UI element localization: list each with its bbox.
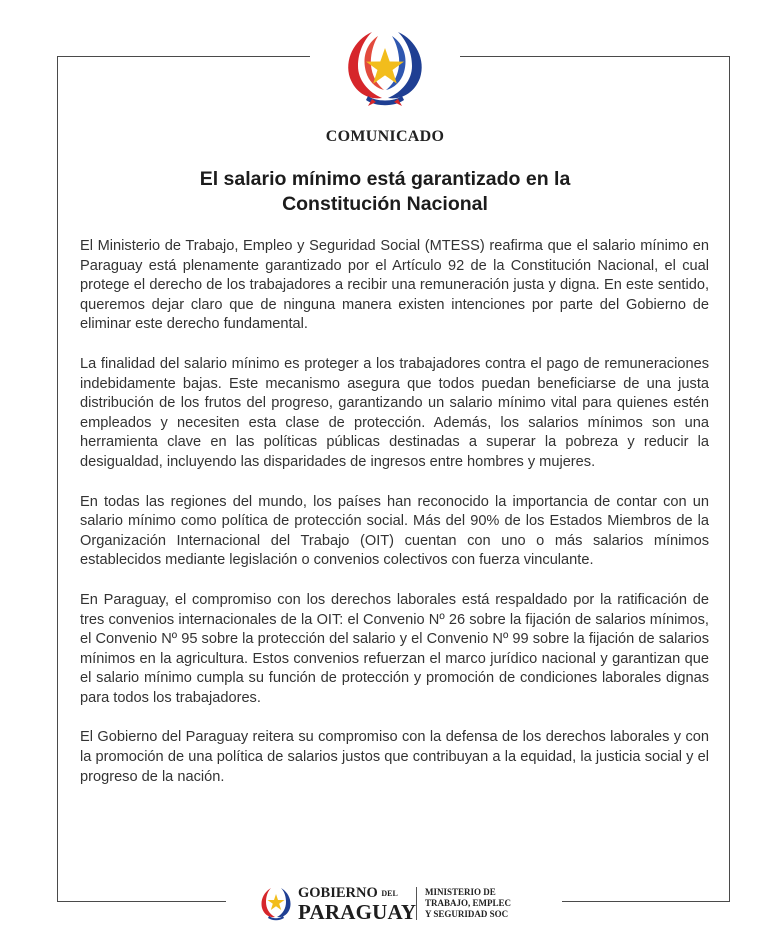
footer-logo: [258, 884, 528, 922]
ministry-line-2: TRABAJO, EMPLEC: [425, 898, 512, 908]
document-title: [150, 167, 620, 217]
paragraph-2: La finalidad del salario mínimo es proteger a los trabajadores contra el pago de remuneraciones indebidamente bajas. Este mecanismo asegura que todos puedan beneficiarse de una justa distribución de los frutos del progreso, garantizando un salario mínimo vital para quienes estén empleados y necesiten esta clase de protección. Además, los salarios mínimos son una herramienta clave en las políticas públicas destinadas a superar la pobreza y reducir la desigualdad, incluyendo las disparidades de ingresos entre hombres y mujeres.: [80, 355, 709, 470]
title-line-2: Constitución Nacional: [282, 193, 488, 215]
footer-divider: [416, 887, 417, 920]
paragraph-4: En Paraguay, el compromiso con los derechos laborales está respaldado por la ratificación de tres convenios internacionales de la OIT: el Convenio Nº 26 sobre la fijación de salarios mínimos, el Convenio Nº 95 sobre la protección del salario y el Convenio Nº 99 sobre la fijación de salarios mínimos en la agricultura. Estos convenios refuerzan el marco jurídico nacional y garantizan que el salario mínimo cumpla su función de protección y promoción de condiciones laborales dignas para todos los trabajadores.: [80, 591, 709, 706]
ministry-name: [425, 887, 530, 920]
gobierno-wordmark: GOBIERNO DEL: [298, 885, 398, 901]
paragraph-5: El Gobierno del Paraguay reitera su compromiso con la defensa de los derechos laborales y con la promoción de una política de salarios justos que contribuyan a la equidad, la justicia social y el progreso de la nación.: [80, 729, 709, 785]
gobierno-seal-icon: [258, 885, 294, 921]
document-body: [80, 237, 709, 807]
paraguay-national-seal-icon: [338, 26, 432, 108]
ministry-line-3: Y SEGURIDAD SOC: [425, 909, 509, 919]
document-kicker: COMUNICADO: [325, 128, 445, 145]
paragraph-3: En todas las regiones del mundo, los países han reconocido la importancia de contar con un salario mínimo como política de protección social. Más del 90% de los Estados Miembros de la Organización Internacional del Trabajo (OIT) cuentan con uno o más salarios mínimos establecidos mediante legislación o convenios colectivos con fuerza vinculante.: [80, 493, 709, 569]
paraguay-wordmark: PARAGUAY: [298, 900, 417, 924]
del-word: DEL: [381, 889, 398, 899]
title-line-1: El salario mínimo está garantizado en la: [199, 168, 571, 190]
paragraph-1: El Ministerio de Trabajo, Empleo y Seguridad Social (MTESS) reafirma que el salario mínimo en Paraguay está plenamente garantizado por el Artículo 92 de la Constitución Nacional, el cual protege el derecho de los trabajadores a recibir una remuneración justa y digna. En este sentido, queremos dejar claro que de ninguna manera existen intenciones por parte del Gobierno de eliminar este derecho fundamental.: [80, 238, 709, 333]
ministry-line-1: MINISTERIO DE: [425, 887, 496, 897]
